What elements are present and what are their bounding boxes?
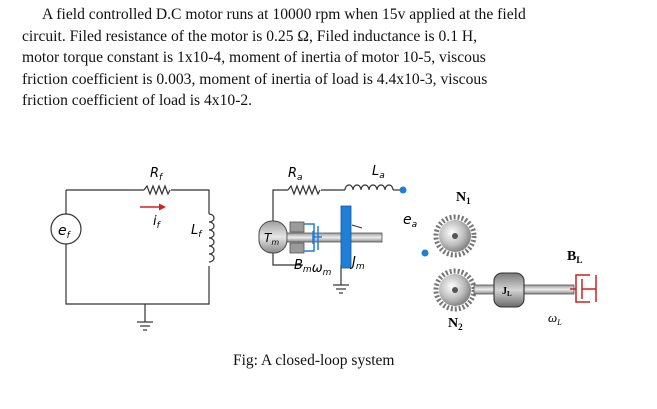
gear-n2-label: $N_2$ (448, 316, 463, 332)
problem-line-2: circuit. Filed resistance of the motor is 0.25 Ω, Filed inductance is 0.1 H, (22, 27, 478, 45)
motor-shaft (287, 233, 382, 242)
field-current-arrow (140, 204, 166, 211)
field-wire-left-down (66, 244, 209, 304)
field-current-label: $i_f$ (153, 214, 160, 231)
problem-line-1: A field controlled D.C motor runs at 10000 rpm when 15v applied at the field (42, 6, 526, 23)
motor-torque-label: $T_m$ (264, 231, 280, 247)
load-damper (570, 275, 596, 302)
motor-inertia-pointer (352, 225, 362, 228)
armature-resistor-label: $R_a$ (288, 166, 303, 183)
gear-n1-label: $N_1$ (456, 190, 471, 206)
field-resistor-label: $R_f$ (150, 166, 163, 183)
armature-ground-symbol (333, 285, 349, 293)
field-resistor-symbol (144, 186, 170, 194)
gear-n1 (436, 217, 474, 255)
gear-n2 (436, 271, 474, 309)
armature-wire-left (273, 190, 288, 221)
field-wire-top-right (171, 190, 209, 214)
armature-terminal-top (400, 187, 407, 194)
field-ground-symbol (137, 322, 153, 330)
armature-inductor-symbol (345, 185, 393, 190)
field-inductor-symbol (209, 214, 214, 262)
motor-inertia-disk (341, 206, 351, 268)
motor-inertia-label: $J_m$ (352, 255, 365, 272)
problem-line-5: friction coefficient of load is 4x10-2. (22, 92, 253, 110)
load-speed-label: $\omega_L$ (548, 310, 562, 327)
armature-terminal-bottom (422, 250, 429, 257)
armature-inductor-label: $L_a$ (372, 164, 385, 181)
armature-voltage-label: $e_a$ (403, 212, 418, 230)
problem-line-3: motor torque constant is 1x10-4, moment of inertia of motor 10-5, viscous (22, 49, 486, 67)
load-damping-label: $B_L$ (567, 249, 583, 265)
figure-caption: Fig: A closed-loop system (233, 352, 395, 369)
problem-line-4: friction coefficient is 0.003, moment of inertia of load is 4.4x10-3, viscous (22, 70, 488, 88)
motor-damping-label: $B_m\omega_m$ (294, 258, 332, 278)
armature-resistor-symbol (288, 186, 320, 194)
source-label: $e_f$ (58, 223, 70, 241)
field-inductor-label: $L_f$ (191, 223, 202, 240)
load-inertia-label: $J_L$ (502, 286, 512, 298)
